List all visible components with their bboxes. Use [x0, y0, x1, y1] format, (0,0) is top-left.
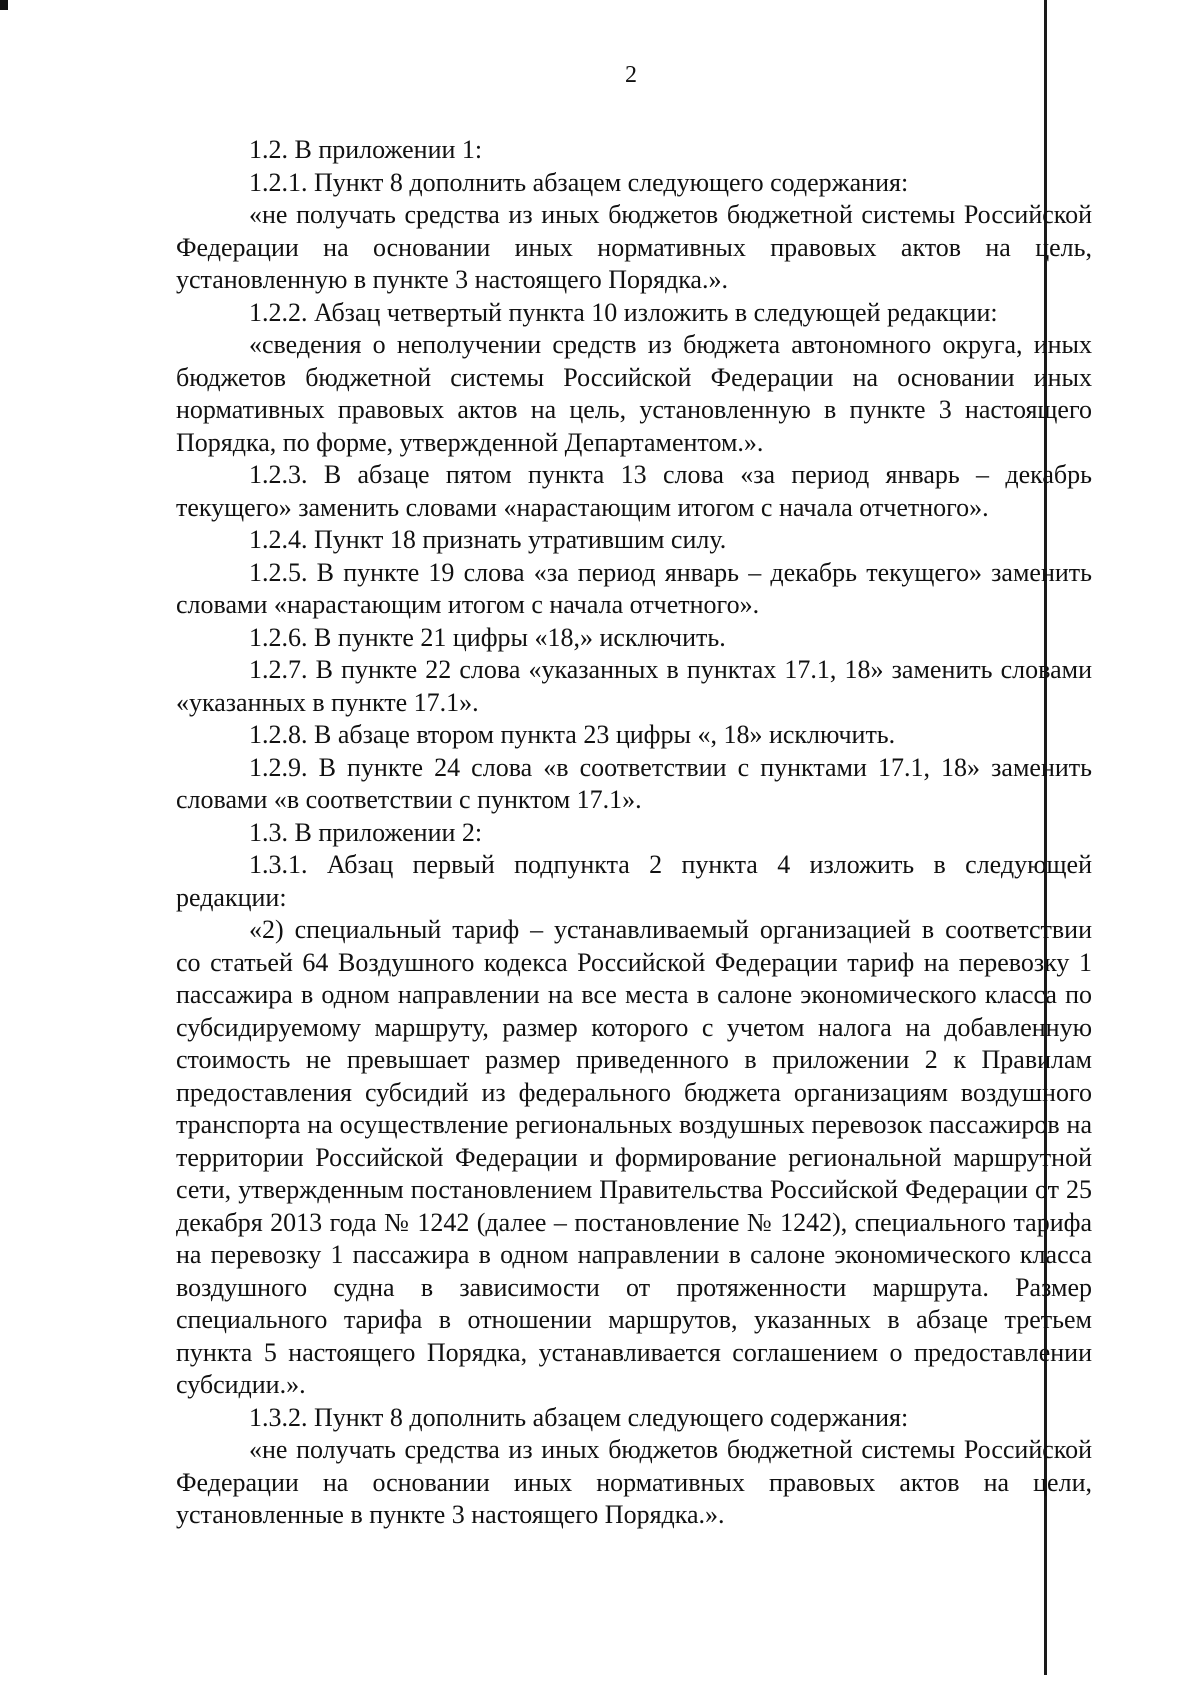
paragraph: 1.2.9. В пункте 24 слова «в соответствии с пунктами 17.1, 18» заменить словами «в соответствии с пунктом 17.1».: [176, 752, 1092, 814]
paragraph: 1.2.4. Пункт 18 признать утратившим силу.: [249, 525, 727, 554]
paragraph: 1.2.2. Абзац четвертый пункта 10 изложить в следующей редакции:: [249, 297, 998, 327]
paragraph: «2) специальный тариф – устанавливаемый организацией в соответствии со статьей 64 Воздушного кодекса Российской Федерации тариф на перевозку 1 пассажира в одном направлении на все места в салоне экономического класса по субсидируемому маршруту, размер которого с учетом налога на добавленную стоимость не превышает размер приведенного в приложении 2 к Правилам предоставления субсидий из федерального бюджета организациям воздушного транспорта на осуществление региональных воздушных перевозок пассажиров на территории Российской Федерации и формирование региональной маршрутной сети, утвержденным постановлением Правительства Российской Федерации от 25 декабря 2013 года № 1242 (далее – постановление № 1242), специального тарифа на перевозку 1 пассажира в одном направлении в салоне экономического класса воздушного судна в зависимости от протяженности маршрута. Размер специального тарифа в отношении маршрутов, указанных в абзаце третьем пункта 5 настоящего Порядка, устанавливается соглашением о предоставлении субсидии.».: [176, 915, 1092, 1399]
paragraph: 1.2.8. В абзаце втором пункта 23 цифры «, 18» исключить.: [249, 720, 896, 749]
paragraph: 1.2.1. Пункт 8 дополнить абзацем следующего содержания:: [249, 167, 909, 197]
paragraph: 1.2.3. В абзаце пятом пункта 13 слова «за период январь – декабрь текущего» заменить словами «нарастающим итогом с начала отчетного».: [176, 460, 1092, 522]
scan-corner-mark: [0, 0, 8, 10]
paragraph: 1.3. В приложении 2:: [249, 817, 483, 847]
paragraph: 1.2. В приложении 1:: [249, 135, 483, 164]
paragraph: 1.3.2. Пункт 8 дополнить абзацем следующего содержания:: [249, 1402, 909, 1432]
paragraph: 1.2.7. В пункте 22 слова «указанных в пунктах 17.1, 18» заменить словами «указанных в пункте 17.1».: [176, 655, 1092, 717]
paragraph: «сведения о неполучении средств из бюджета автономного округа, иных бюджетов бюджетной системы Российской Федерации на основании иных нормативных правовых актов на цель, установленную в пункте 3 настоящего Порядка, по форме, утвержденной Департаментом.».: [176, 330, 1092, 457]
paragraph: 1.3.1. Абзац первый подпункта 2 пункта 4 изложить в следующей редакции:: [176, 850, 1092, 912]
paragraph: «не получать средства из иных бюджетов бюджетной системы Российской Федерации на основании иных нормативных правовых актов на цели, установленные в пункте 3 настоящего Порядка.».: [176, 1435, 1092, 1529]
paragraph: 1.2.5. В пункте 19 слова «за период январь – декабрь текущего» заменить словами «нарастающим итогом с начала отчетного».: [176, 557, 1092, 619]
paragraph: «не получать средства из иных бюджетов бюджетной системы Российской Федерации на основании иных нормативных правовых актов на цель, установленную в пункте 3 настоящего Порядка.».: [176, 200, 1092, 294]
document-body: [176, 134, 1092, 1532]
paragraph: 1.2.6. В пункте 21 цифры «18,» исключить.: [249, 622, 726, 652]
page-number: 2: [625, 62, 637, 88]
